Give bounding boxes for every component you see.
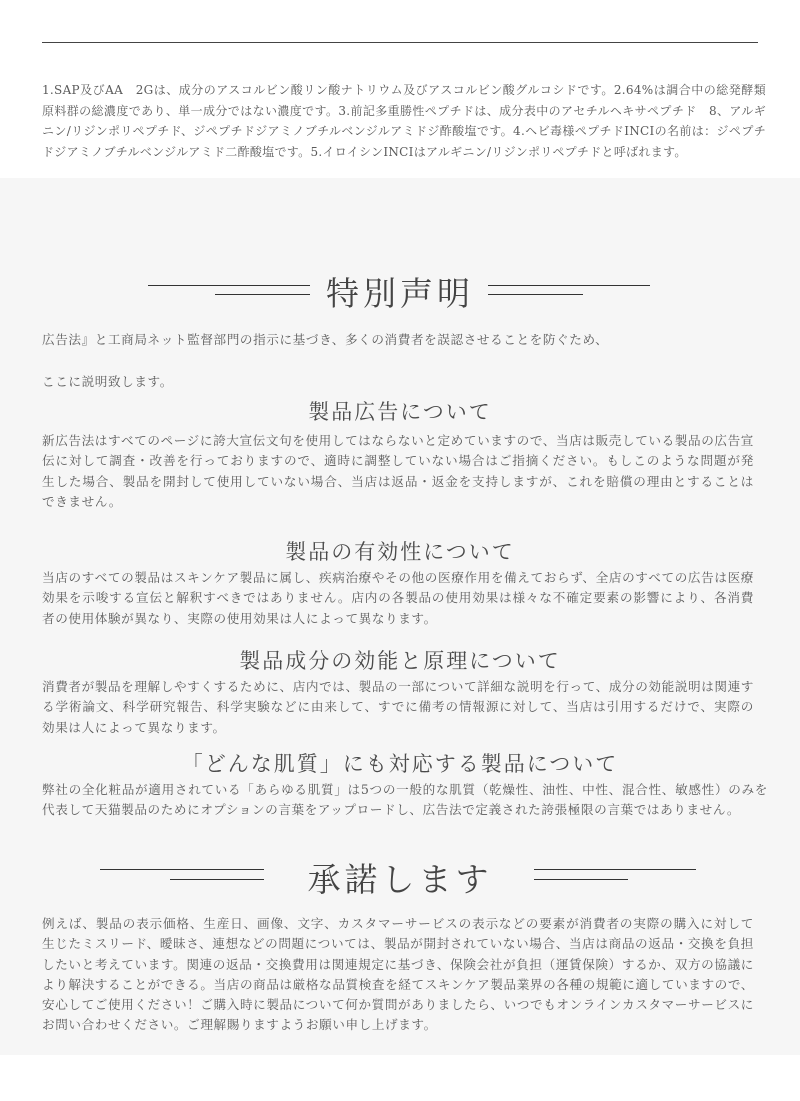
promise-title: 承諾します [307, 860, 493, 899]
product-efficacy-text: 当店のすべての製品はスキンケア製品に属し、疾病治療やその他の医療作用を備えておらず、全店のすべての広告は医療効果を示唆する宣伝と解釈すべきではありません。店内の各製品の使用効果は様々な不確定要素の影響により、各消費者の使用体験が異なり、実際の使用効果は人によって異なります。 [42, 570, 754, 626]
statement-intro-line-1: 広告法』と工商局ネット監督部門の指示に基づき、多くの消費者を誤認させることを防ぐため、 [42, 332, 609, 347]
product-efficacy-heading: 製品の有効性について [285, 540, 515, 564]
page-footer-space [0, 1055, 800, 1101]
product-ad-heading: 製品広告について [308, 400, 492, 424]
ingredient-efficacy-heading: 製品成分の効能と原理について [239, 649, 561, 673]
promise-text: 例えば、製品の表示価格、生産日、画像、文字、カスタマーサービスの表示などの要素が消費者の実際の購入に対して生じたミスリード、曖昧さ、連想などの問題については、製品が開封されていない場合、当店は商品の返品・交換を負担したいと考えています。関連の返品・交換費用は関連規定に基づき、保険会社が負担（運賃保険）するか、双方の協議により解決することができる。当店の商品は厳格な品質検査を経てスキンケア製品業界の各種の規範に適していますので、安心してご使用ください！ご購入時に製品について何か質問がありましたら、いつでもオンラインカスタマーサービスにお問い合わせください。ご理解賜りますようお願い申し上げます。 [42, 916, 754, 1033]
top-divider [42, 42, 758, 43]
ingredient-efficacy-text: 消費者が製品を理解しやすくするために、店内では、製品の一部について詳細な説明を行って、成分の効能説明は関連する学術論文、科学研究報告、科学実験などに由来して、すでに備考の情報源に対して、当店は引用するだけで、実際の効果は人によって異なります。 [42, 679, 754, 735]
ingredient-notes: 1.SAP及びAA 2Gは、成分のアスコルビン酸リン酸ナトリウム及びアスコルビン酸グルコシドです。2.64%は調合中の総発酵類原料群の総濃度であり、単一成分ではない濃度です。3.前記多重勝性ペプチドは、成分表中のアセチルヘキサペプチド 8、アルギニン/リジンポリペプチド、ジペプチドジアミノブチルベンジルアミドジ酢酸塩です。4.ヘビ毒様ペプチドINCIの名前は：ジペプチドジアミノブチルベンジルアミド二酢酸塩です。5.イロイシンINCIはアルギニン/リジンポリペプチドと呼ばれます。 [42, 83, 766, 159]
product-ad-text: 新広告法はすべてのページに誇大宣伝文句を使用してはならないと定めていますので、当店は販売している製品の広告宣伝に対して調査・改善を行っておりますので、適時に調整していない場合はご指摘ください。もしこのような問題が発生した場合、製品を開封して使用していない場合、当店は返品・返金を支持しますが、これを賠償の理由とすることはできません。 [42, 433, 754, 509]
statement-intro-line-2: ここに説明致します。 [42, 374, 173, 389]
special-statement-title: 特別声明 [326, 274, 474, 313]
all-skin-types-heading: 「どんな肌質」にも対応する製品について [181, 752, 619, 776]
all-skin-types-text: 弊社の全化粧品が適用されている「あらゆる肌質」は5つの一般的な肌質（乾燥性、油性、中性、混合性、敏感性）のみを代表して天猫製品のためにオプションの言葉をアップロードし、広告法で定義された誇張極限の言葉ではありません。 [42, 782, 768, 818]
